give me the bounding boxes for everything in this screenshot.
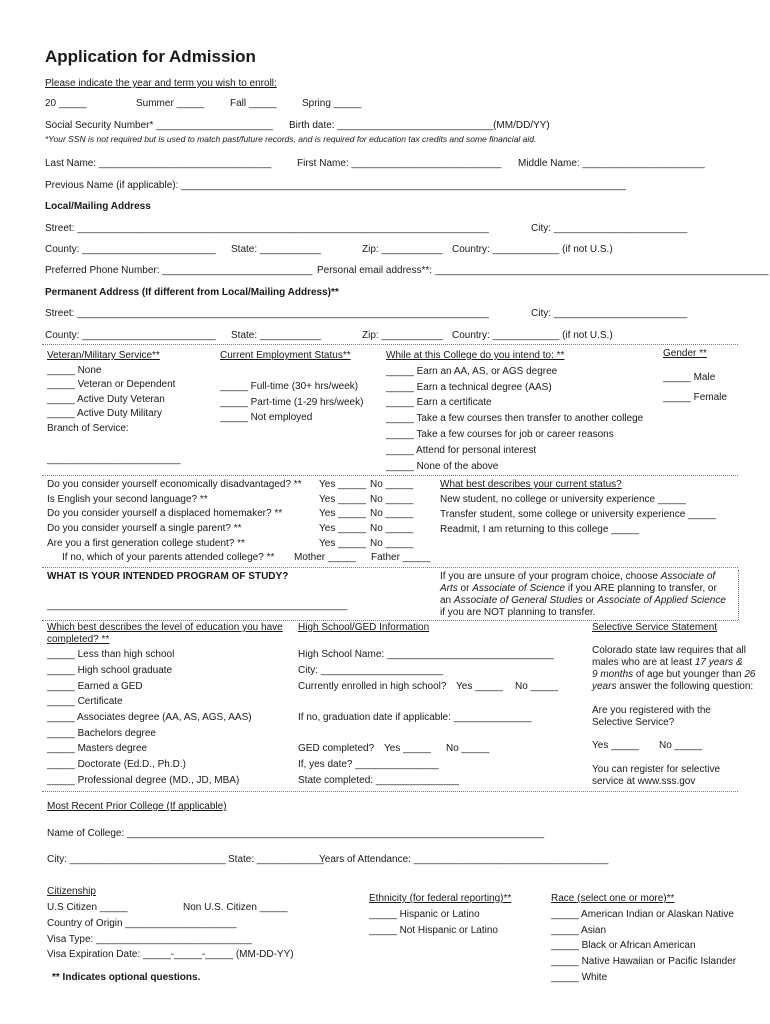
employment-option[interactable]: _____ Not employed bbox=[220, 412, 313, 423]
question-label: Are you a first generation college student? ** bbox=[47, 538, 245, 549]
veteran-option[interactable]: _____ None bbox=[47, 365, 102, 376]
term-spring-field[interactable]: Spring _____ bbox=[302, 98, 362, 109]
term-year-field[interactable]: 20 _____ bbox=[45, 98, 87, 109]
visa-expiration-field[interactable]: Visa Expiration Date: _____-_____-_____ (MM-DD-YY) bbox=[47, 949, 294, 960]
term-fall-field[interactable]: Fall _____ bbox=[230, 98, 277, 109]
question-label: Do you consider yourself a single parent? ** bbox=[47, 523, 242, 534]
selective-service-yes-field[interactable]: Yes _____ bbox=[592, 740, 639, 751]
phone-field[interactable]: Preferred Phone Number: ___________________________ bbox=[45, 265, 313, 276]
selective-service-question: Are you registered with the bbox=[592, 705, 711, 716]
education-option[interactable]: _____ Professional degree (MD., JD, MBA) bbox=[47, 775, 240, 786]
gender-heading: Gender ** bbox=[663, 348, 707, 359]
program-note-line: If you are unsure of your program choice, choose Associate of bbox=[440, 571, 716, 582]
veteran-option[interactable]: _____ Active Duty Military bbox=[47, 408, 163, 419]
ged-no-field[interactable]: No _____ bbox=[446, 743, 490, 754]
parents-question-label: If no, which of your parents attended college? ** bbox=[62, 552, 275, 563]
local-state-field[interactable]: State: ___________ bbox=[231, 244, 322, 255]
question-label: Is English your second language? ** bbox=[47, 494, 208, 505]
intent-option[interactable]: _____ Earn a certificate bbox=[386, 397, 492, 408]
permanent-address-heading: Permanent Address (If different from Local/Mailing Address)** bbox=[45, 287, 339, 298]
optional-footnote: ** Indicates optional questions. bbox=[52, 972, 201, 983]
us-citizen-field[interactable]: U.S Citizen _____ bbox=[47, 902, 128, 913]
question-no-field[interactable]: No _____ bbox=[370, 508, 414, 519]
selective-service-register: You can register for selective bbox=[592, 764, 721, 775]
question-yes-field[interactable]: Yes _____ bbox=[319, 494, 366, 505]
intent-heading: While at this College do you intend to: ** bbox=[386, 350, 565, 361]
section-divider bbox=[42, 567, 738, 568]
question-yes-field[interactable]: Yes _____ bbox=[319, 538, 366, 549]
page-title: Application for Admission bbox=[45, 47, 256, 66]
section-divider bbox=[42, 791, 738, 792]
visa-type-field[interactable]: Visa Type: ____________________________ bbox=[47, 934, 252, 945]
question-label: Do you consider yourself economically disadvantaged? ** bbox=[47, 479, 302, 490]
prior-college-state-field[interactable]: State: ____________ bbox=[228, 854, 324, 865]
section-divider bbox=[42, 344, 738, 345]
program-note-line: an Associate of General Studies or Associate of Applied Science bbox=[440, 595, 726, 606]
citizenship-heading: Citizenship bbox=[47, 886, 96, 897]
education-option[interactable]: _____ Associates degree (AA, AS, AGS, AAS) bbox=[47, 712, 252, 723]
permanent-zip-field[interactable]: Zip: ___________ bbox=[362, 330, 443, 341]
race-option[interactable]: _____ Asian bbox=[551, 925, 607, 936]
race-option[interactable]: _____ White bbox=[551, 972, 608, 983]
local-country-field[interactable]: Country: ____________ (if not U.S.) bbox=[452, 244, 613, 255]
ethnicity-option[interactable]: _____ Not Hispanic or Latino bbox=[369, 925, 498, 936]
first-name-field[interactable]: First Name: ___________________________ bbox=[297, 158, 502, 169]
permanent-city-field[interactable]: City: ________________________ bbox=[531, 308, 688, 319]
term-summer-field[interactable]: Summer _____ bbox=[136, 98, 205, 109]
employment-option[interactable]: _____ Full-time (30+ hrs/week) bbox=[220, 381, 359, 392]
intent-option[interactable]: _____ Attend for personal interest bbox=[386, 445, 537, 456]
gender-option[interactable]: _____ Female bbox=[663, 392, 727, 403]
question-no-field[interactable]: No _____ bbox=[370, 523, 414, 534]
middle-name-field[interactable]: Middle Name: ______________________ bbox=[518, 158, 705, 169]
permanent-county-field[interactable]: County: ________________________ bbox=[45, 330, 216, 341]
veteran-option[interactable]: _____ Veteran or Dependent bbox=[47, 379, 176, 390]
education-option[interactable]: _____ Less than high school bbox=[47, 649, 175, 660]
selective-service-register: service at www.sss.gov bbox=[592, 776, 696, 787]
question-yes-field[interactable]: Yes _____ bbox=[319, 508, 366, 519]
prior-college-heading: Most Recent Prior College (If applicable) bbox=[47, 801, 227, 812]
ssn-note: *Your SSN is not required but is used to match past/future records, and is required for education tax credits and some financial aid. bbox=[45, 134, 537, 144]
ged-state-field[interactable]: State completed: _______________ bbox=[298, 775, 460, 786]
highschool-city-field[interactable]: City: ______________________ bbox=[298, 665, 444, 676]
intent-option[interactable]: _____ Take a few courses for job or career reasons bbox=[386, 429, 614, 440]
intent-option[interactable]: _____ Earn an AA, AS, or AGS degree bbox=[386, 366, 558, 377]
employment-heading: Current Employment Status** bbox=[220, 350, 351, 361]
parents-father-field[interactable]: Father _____ bbox=[371, 552, 431, 563]
education-option[interactable]: _____ High school graduate bbox=[47, 665, 173, 676]
highschool-enrolled-no[interactable]: No _____ bbox=[515, 681, 559, 692]
question-no-field[interactable]: No _____ bbox=[370, 494, 414, 505]
prior-college-city-field[interactable]: City: ____________________________ bbox=[47, 854, 226, 865]
education-heading: Which best describes the level of education you have bbox=[47, 622, 283, 633]
local-street-field[interactable]: Street: __________________________________________________________________________ bbox=[45, 223, 489, 234]
selective-service-heading: Selective Service Statement bbox=[592, 622, 718, 633]
program-box-border bbox=[738, 570, 739, 620]
education-option[interactable]: _____ Doctorate (Ed.D., Ph.D.) bbox=[47, 759, 186, 770]
term-prompt: Please indicate the year and term you wish to enroll: bbox=[45, 78, 277, 89]
education-heading-cont: completed? ** bbox=[47, 634, 110, 645]
question-yes-field[interactable]: Yes _____ bbox=[319, 523, 366, 534]
permanent-street-field[interactable]: Street: __________________________________________________________________________ bbox=[45, 308, 489, 319]
local-county-field[interactable]: County: ________________________ bbox=[45, 244, 216, 255]
highschool-enrolled-label: Currently enrolled in high school? bbox=[298, 681, 447, 692]
ethnicity-option[interactable]: _____ Hispanic or Latino bbox=[369, 909, 480, 920]
intent-option[interactable]: _____ None of the above bbox=[386, 461, 499, 472]
ssn-field[interactable]: Social Security Number* _____________________ bbox=[45, 120, 273, 131]
selective-service-text: 9 months of age but younger than 26 bbox=[592, 669, 756, 680]
prior-college-name-field[interactable]: Name of College: ___________________________________________________________________________ bbox=[47, 828, 545, 839]
status-option[interactable]: Transfer student, some college or university experience _____ bbox=[440, 509, 716, 520]
parents-mother-field[interactable]: Mother _____ bbox=[294, 552, 356, 563]
employment-option[interactable]: _____ Part-time (1-29 hrs/week) bbox=[220, 397, 364, 408]
prior-college-years-field[interactable]: Years of Attendance: ___________________________________ bbox=[319, 854, 609, 865]
country-of-origin-field[interactable]: Country of Origin ____________________ bbox=[47, 918, 237, 929]
race-option[interactable]: _____ Native Hawaiian or Pacific Islander bbox=[551, 956, 737, 967]
education-option[interactable]: _____ Certificate bbox=[47, 696, 123, 707]
graduation-date-field[interactable]: If no, graduation date if applicable: ______________ bbox=[298, 712, 532, 723]
ged-label: GED completed? bbox=[298, 743, 375, 754]
status-option[interactable]: New student, no college or university experience _____ bbox=[440, 494, 686, 505]
email-field[interactable]: Personal email address**: ____________________________________________________________ bbox=[317, 265, 769, 276]
race-option[interactable]: _____ Black or African American bbox=[551, 940, 696, 951]
program-field[interactable]: ______________________________________________________ bbox=[47, 600, 348, 611]
program-heading: WHAT IS YOUR INTENDED PROGRAM OF STUDY? bbox=[47, 571, 289, 582]
question-no-field[interactable]: No _____ bbox=[370, 479, 414, 490]
section-divider bbox=[42, 475, 738, 476]
local-city-field[interactable]: City: ________________________ bbox=[531, 223, 688, 234]
branch-of-service-field[interactable]: ________________________ bbox=[47, 454, 181, 465]
section-divider bbox=[42, 620, 738, 621]
selective-service-question: Selective Service? bbox=[592, 717, 675, 728]
selective-service-text: Colorado state law requires that all bbox=[592, 645, 746, 656]
ethnicity-heading: Ethnicity (for federal reporting)** bbox=[369, 893, 512, 904]
education-option[interactable]: _____ Masters degree bbox=[47, 743, 148, 754]
ged-date-field[interactable]: If, yes date? _______________ bbox=[298, 759, 439, 770]
program-note-line: if you are NOT planning to transfer. bbox=[440, 607, 596, 618]
question-yes-field[interactable]: Yes _____ bbox=[319, 479, 366, 490]
highschool-heading: High School/GED Information bbox=[298, 622, 430, 633]
program-note-line: Arts or Associate of Science if you ARE planning to transfer, or bbox=[440, 583, 717, 594]
highschool-enrolled-yes[interactable]: Yes _____ bbox=[456, 681, 503, 692]
selective-service-text: years answer the following question: bbox=[592, 681, 754, 692]
branch-of-service-label: Branch of Service: bbox=[47, 423, 129, 434]
selective-service-text: males who are at least 17 years & bbox=[592, 657, 743, 668]
status-option[interactable]: Readmit, I am returning to this college _____ bbox=[440, 524, 639, 535]
race-option[interactable]: _____ American Indian or Alaskan Native bbox=[551, 909, 734, 920]
gender-option[interactable]: _____ Male bbox=[663, 372, 716, 383]
education-option[interactable]: _____ Bachelors degree bbox=[47, 728, 156, 739]
last-name-field[interactable]: Last Name: _______________________________ bbox=[45, 158, 272, 169]
permanent-state-field[interactable]: State: ___________ bbox=[231, 330, 322, 341]
local-address-heading: Local/Mailing Address bbox=[45, 201, 151, 212]
permanent-country-field[interactable]: Country: ____________ (if not U.S.) bbox=[452, 330, 613, 341]
question-label: Do you consider yourself a displaced homemaker? ** bbox=[47, 508, 283, 519]
status-heading: What best describes your current status? bbox=[440, 479, 622, 490]
intent-option[interactable]: _____ Take a few courses then transfer to another college bbox=[386, 413, 644, 424]
non-us-citizen-field[interactable]: Non U.S. Citizen _____ bbox=[183, 902, 288, 913]
birth-date-field[interactable]: Birth date: ____________________________(MM/DD/YY) bbox=[289, 120, 550, 131]
question-no-field[interactable]: No _____ bbox=[370, 538, 414, 549]
race-heading: Race (select one or more)** bbox=[551, 893, 675, 904]
highschool-name-field[interactable]: High School Name: ______________________________ bbox=[298, 649, 554, 660]
local-zip-field[interactable]: Zip: ___________ bbox=[362, 244, 443, 255]
selective-service-no-field[interactable]: No _____ bbox=[659, 740, 703, 751]
ged-yes-field[interactable]: Yes _____ bbox=[384, 743, 431, 754]
intent-option[interactable]: _____ Earn a technical degree (AAS) bbox=[386, 382, 552, 393]
veteran-heading: Veteran/Military Service** bbox=[47, 350, 160, 361]
veteran-option[interactable]: _____ Active Duty Veteran bbox=[47, 394, 165, 405]
education-option[interactable]: _____ Earned a GED bbox=[47, 681, 143, 692]
previous-name-field[interactable]: Previous Name (if applicable): ________________________________________________________________________________ bbox=[45, 180, 627, 191]
